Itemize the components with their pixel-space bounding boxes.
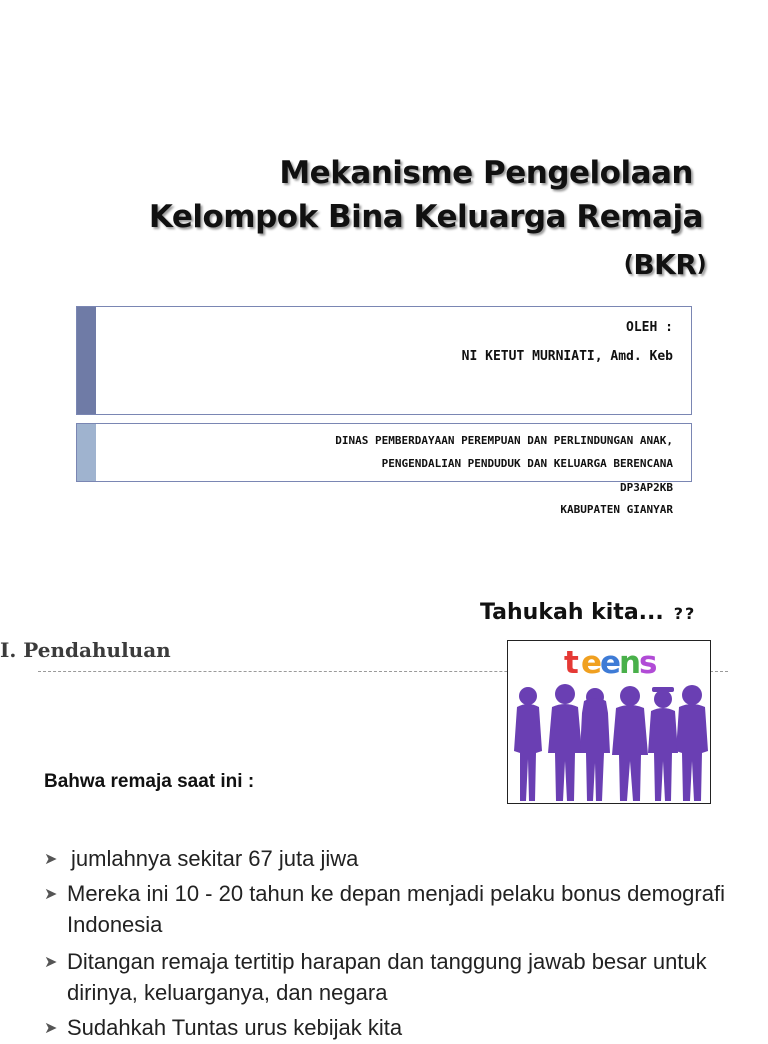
silhouette-5 xyxy=(648,687,678,801)
organization-line-3: DP3AP2KB xyxy=(620,481,673,494)
bullet-text: jumlahnya sekitar 67 juta jiwa xyxy=(71,846,359,871)
teens-image xyxy=(507,640,711,804)
author-box-accent-bar xyxy=(77,307,96,414)
caption-letter: s xyxy=(639,645,658,681)
title-line-1: Mekanisme Pengelolaan xyxy=(279,155,693,191)
bullet-item-4 xyxy=(44,1012,744,1043)
silhouette-2 xyxy=(548,684,582,801)
silhouette-3 xyxy=(580,688,610,801)
author-name: NI KETUT MURNIATI, Amd. Keb xyxy=(461,349,673,364)
bullet-item-1 xyxy=(44,843,744,874)
organization-line-2: PENGENDALIAN PENDUDUK DAN KELUARGA BERENCANA xyxy=(381,457,673,470)
bullet-text: Mereka ini 10 - 20 tahun ke depan menjadi pelaku bonus demografi Indonesia xyxy=(67,881,725,937)
paren-close: ) xyxy=(696,252,706,277)
question-heading xyxy=(480,600,696,625)
section-heading: I. Pendahuluan xyxy=(0,638,171,662)
caption-letter: e xyxy=(600,645,622,681)
teens-silhouettes-illustration xyxy=(508,641,710,803)
caption-letter: n xyxy=(619,645,642,681)
title-line-2: Kelompok Bina Keluarga Remaja xyxy=(148,199,703,235)
question-text: Tahukah kita... xyxy=(480,600,664,625)
organization-line-1: DINAS PEMBERDAYAAN PEREMPUAN DAN PERLINDUNGAN ANAK, xyxy=(335,434,673,447)
question-marks: ?? xyxy=(673,604,697,623)
title-acronym: BKR xyxy=(633,248,697,281)
intro-text: Bahwa remaja saat ini : xyxy=(44,771,255,792)
organization-line-4: KABUPATEN GIANYAR xyxy=(560,503,673,516)
arrow-bullet-icon: ➤ xyxy=(44,886,58,903)
bullet-item-2 xyxy=(44,878,744,940)
silhouette-1 xyxy=(514,687,542,801)
arrow-bullet-icon: ➤ xyxy=(44,1020,58,1037)
bullet-text: Sudahkah Tuntas urus kebijak kita xyxy=(67,1015,403,1040)
organization-box-accent-bar xyxy=(77,424,96,481)
teens-caption xyxy=(564,645,657,681)
caption-letter: e xyxy=(581,645,603,681)
bullet-item-3 xyxy=(44,946,744,1008)
arrow-bullet-icon: ➤ xyxy=(44,954,58,971)
author-label: OLEH : xyxy=(626,320,673,335)
caption-letter: t xyxy=(564,645,579,681)
title-line-3 xyxy=(624,248,706,281)
arrow-bullet-icon: ➤ xyxy=(44,851,58,868)
paren-open: ( xyxy=(623,252,634,277)
silhouette-4 xyxy=(612,686,648,801)
silhouette-6 xyxy=(676,685,708,801)
bullet-text: Ditangan remaja tertitip harapan dan tanggung jawab besar untuk dirinya, keluarganya, dan negara xyxy=(67,949,707,1005)
organization-box xyxy=(76,423,692,482)
silhouette-group xyxy=(514,684,708,801)
